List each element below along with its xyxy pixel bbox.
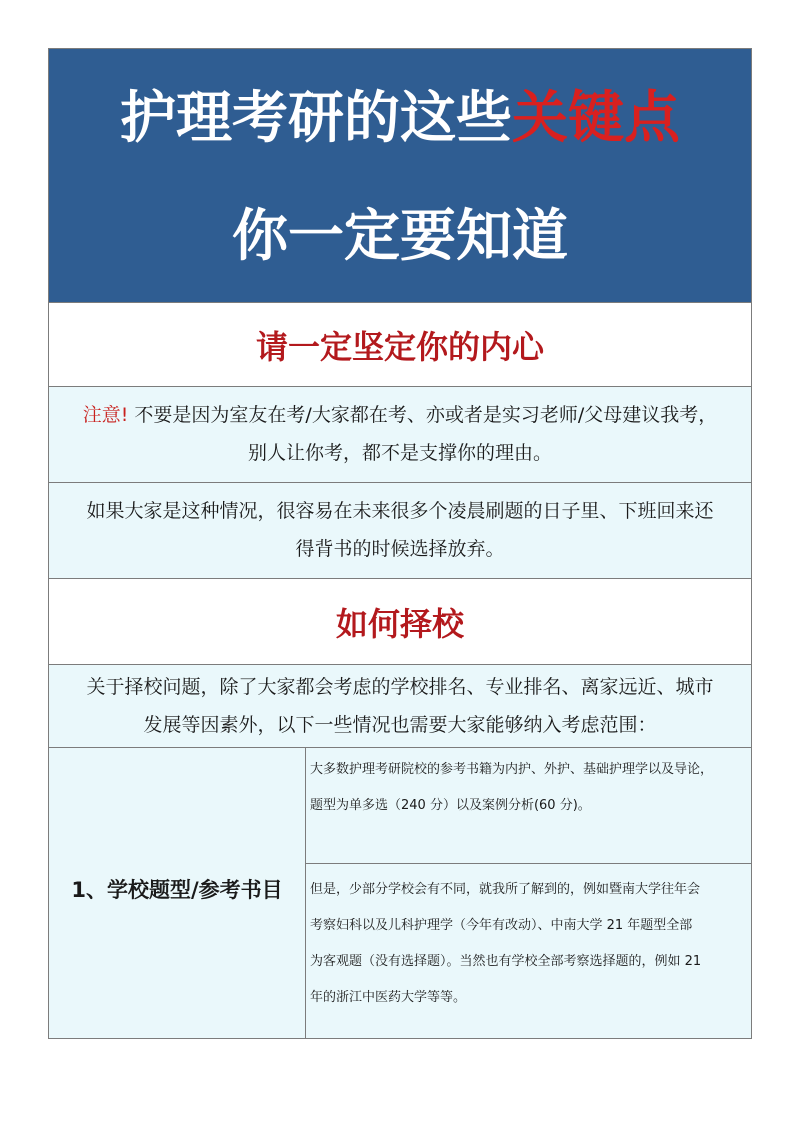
intro-paragraph	[49, 665, 751, 748]
section-heading-choose-school: 如何择校	[49, 579, 751, 665]
note-paragraph	[49, 387, 751, 483]
intro-line-1: 关于择校问题，除了大家都会考虑的学校排名、专业排名、离家远近、城市	[86, 676, 714, 698]
note-line-1	[49, 396, 751, 434]
warning-line-1: 如果大家是这种情况，很容易在未来很多个凌晨刷题的日子里、下班回来还	[86, 500, 714, 522]
cell-line: 年的浙江中医药大学等等。	[310, 990, 467, 1005]
cell-line: 为客观题（没有选择题）。当然也有学校全部考察选择题的，例如 21	[310, 954, 702, 969]
warning-paragraph	[49, 483, 751, 579]
school-table-label: 1、学校题型/参考书目	[49, 748, 306, 1038]
cell-line: 大多数护理考研院校的参考书籍为内护、外护、基础护理学以及导论，	[310, 762, 714, 777]
cell-line: 但是，少部分学校会有不同，就我所了解到的，例如暨南大学往年会	[310, 882, 701, 897]
document-sheet	[48, 48, 752, 1039]
banner-title-main: 护理考研的这些	[120, 85, 512, 151]
cell-line: 考察妇科以及儿科护理学（今年有改动）、中南大学 21 年题型全部	[310, 918, 693, 933]
intro-line-2: 发展等因素外，以下一些情况也需要大家能够纳入考虑范围：	[143, 714, 657, 736]
note-text-1: 不要是因为室友在考/大家都在考、亦或者是实习老师/父母建议我考，	[128, 404, 718, 426]
note-line-2: 别人让你考，都不是支撑你的理由。	[247, 442, 552, 464]
note-label: 注意!	[82, 404, 129, 426]
section-heading-resolve: 请一定坚定你的内心	[49, 303, 751, 387]
school-info-table	[49, 748, 751, 1038]
school-table-cells	[306, 748, 751, 1038]
warning-line-2: 得背书的时候选择放弃。	[295, 538, 505, 560]
title-banner	[49, 49, 751, 303]
banner-title-line-1	[120, 85, 680, 151]
banner-title-line-2: 你一定要知道	[232, 203, 568, 269]
cell-line: 题型为单多选（240 分）以及案例分析(60 分)。	[310, 798, 591, 813]
school-cell-common	[306, 748, 751, 864]
school-cell-exceptions	[306, 864, 751, 1038]
banner-title-highlight: 关键点	[512, 85, 680, 151]
